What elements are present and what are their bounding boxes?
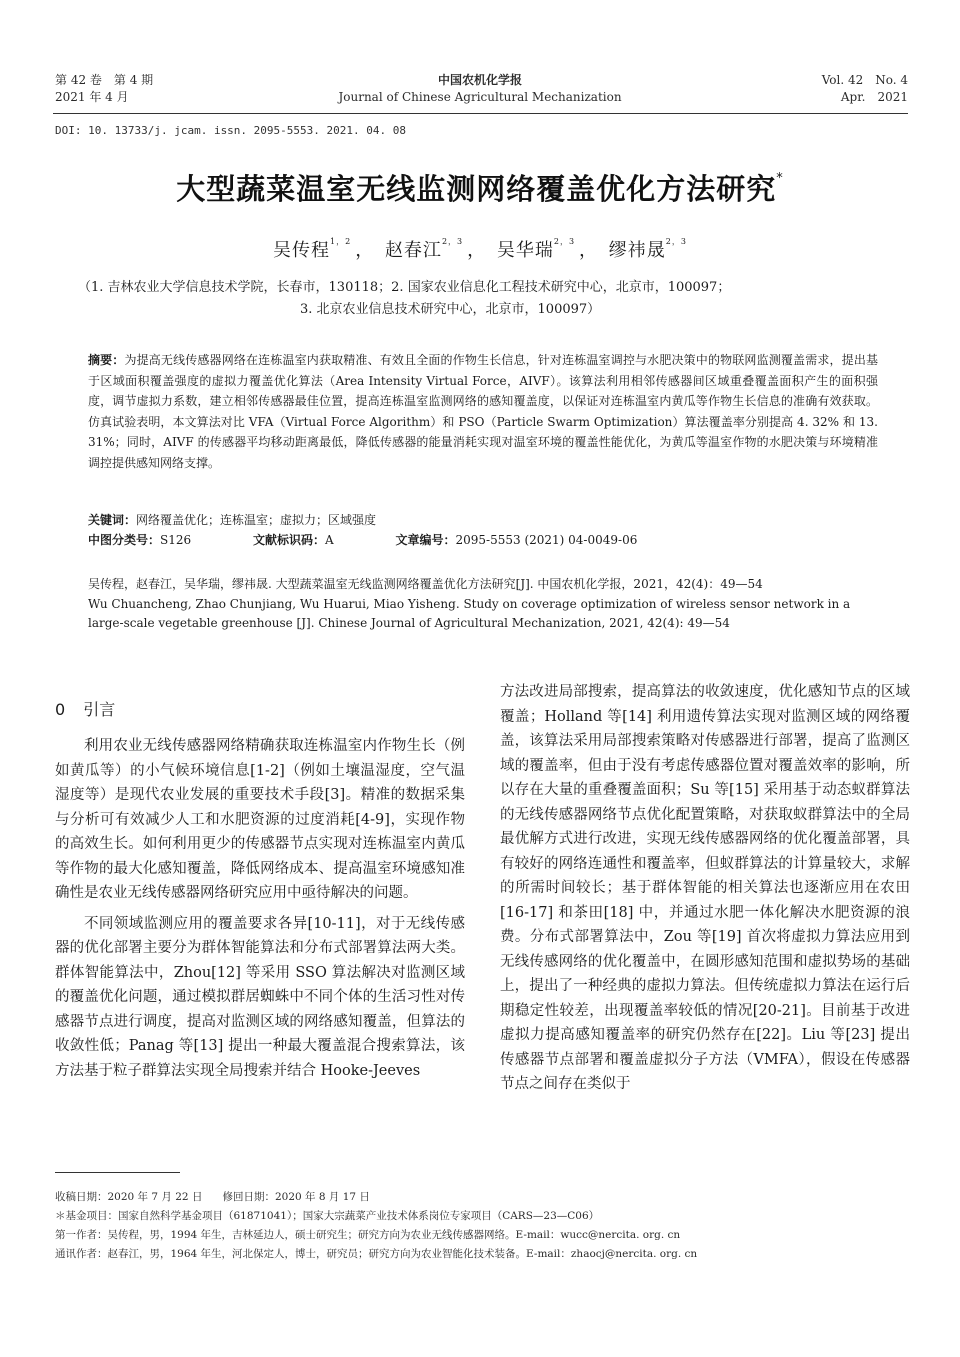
author-affiliation-mark: 1，2	[330, 237, 352, 246]
corresponding-author-note: 通讯作者：赵春江，男，1964 年生，河北保定人，博士，研究员；研究方向为农业智能化技术装备。E-mail：zhaocj@nercita. org. cn	[55, 1248, 698, 1260]
body-paragraph: 方法改进局部搜索，提高算法的收敛速度，优化感知节点的区域覆盖；Holland 等[14] 利用遗传算法实现对监测区域的网络覆盖，该算法采用局部搜索策略对传感器进行部署，提高了监测区域的覆盖率，但由于没有考虑传感器位置对覆盖效率的影响，所以存在大量的重叠覆盖面积；Su 等[15] 采用基于动态蚁群算法的无线传感器网络节点优化配置策略，对获取蚁群算法中的全局最优解方式进行改进，实现无线传感器网络的优化覆盖部署，具有较好的网络连通性和覆盖率，但蚁群算法的计算量较大，求解的所需时间较长；基于群体智能的相关算法也逐渐应用在农田[16-17] 和茶田[18] 中，并通过水肥一体化解决水肥资源的浪费。分布式部署算法中，Zou 等[19] 首次将虚拟力算法应用到无线传感网络的优化覆盖中，在圆形感知范围和虚拟势场的基础上，提出了一种经典的虚拟力算法。但传统虚拟力算法在运行后期稳定性较差，出现覆盖率较低的情况[20-21]。目前基于改进虚拟力提高感知覆盖率的研究仍然存在[22]。Liu 等[23] 提出传感器节点部署和覆盖虚拟分子方法（VMFA），假设在传感器节点之间存在类似于	[500, 684, 910, 1092]
body-paragraph: 利用农业无线传感器网络精确获取连栋温室内作物生长（例如黄瓜等）的小气候环境信息[1-2]（例如土壤温湿度，空气温湿度等）是现代农业发展的重要技术手段[3]。精准的数据采集与分析可有效减少人工和水肥资源的过度消耗[4-9]，实现作物的高效生长。如何利用更少的传感器节点实现对连栋温室内黄瓜等作物的最大化感知覆盖，降低网络成本、提高温室环境感知准确性是农业无线传感器网络研究应用中亟待解决的问题。	[55, 738, 465, 901]
section-number: 0	[55, 700, 66, 719]
doi: DOI: 10. 13733/j. jcam. issn. 2095-5553. 2021. 04. 08	[55, 124, 406, 137]
volume-issue: 第 42 卷 第 4 期	[55, 73, 154, 87]
running-header-right	[810, 72, 908, 106]
body-column-right	[500, 680, 910, 1097]
body-column-left	[55, 734, 465, 1083]
volume-en: Vol. 42	[821, 73, 864, 87]
body-paragraph: 不同领域监测应用的覆盖要求各异[10-11]，对于无线传感器的优化部署主要分为群体智能算法和分布式部署算法两大类。群体智能算法中，Zhou[12] 等采用 SSO 算法解决对监测区域的覆盖优化问题，通过模拟群居蜘蛛中不同个体的生活习性对传感器节点进行调度，提高对监测区域的网络感知覆盖，但算法的收敛性低；Panag 等[13] 提出一种最大覆盖混合搜索算法，该方法基于粒子群算法实现全局搜索并结合 Hooke-Jeeves	[55, 915, 465, 1079]
keywords-label: 关键词：	[88, 513, 137, 527]
doc-code-value: A	[324, 533, 334, 547]
fund-note: ＊基金项目：国家自然科学基金项目（61871041）；国家大宗蔬菜产业技术体系岗位专家项目（CARS—23—C06）	[55, 1210, 600, 1222]
title-footnote-mark: *	[776, 171, 784, 186]
paper-title	[0, 167, 960, 208]
section-heading	[55, 697, 115, 720]
paper-title-text: 大型蔬菜温室无线监测网络覆盖优化方法研究	[176, 172, 777, 206]
author: 缪祎晟	[608, 240, 666, 261]
issue-date: 2021 年 4 月	[55, 90, 129, 104]
keywords	[88, 510, 878, 530]
number-en: No. 4	[875, 73, 908, 87]
author-separator: ，	[355, 240, 375, 261]
journal-name-en: Journal of Chinese Agricultural Mechanization	[338, 90, 622, 104]
article-no-value: 2095-5553 (2021) 04-0049-06	[455, 533, 638, 547]
header-rule	[53, 113, 908, 114]
abstract-label: 摘要：	[88, 353, 125, 367]
author-affiliation-mark: 2，3	[441, 237, 464, 246]
journal-name-cn: 中国农机化学报	[437, 73, 522, 87]
author: 赵春江	[384, 240, 442, 261]
section-title: 引言	[83, 700, 116, 719]
year-en: 2021	[877, 90, 908, 104]
month-en: Apr.	[840, 90, 866, 104]
clc-label: 中图分类号：	[88, 533, 161, 547]
citation-block	[88, 575, 888, 634]
affiliations	[78, 277, 898, 321]
footnotes	[55, 1188, 915, 1264]
received-date: 收稿日期：2020 年 7 月 22 日	[55, 1191, 203, 1203]
author: 吴传程	[273, 240, 331, 261]
revised-date: 修回日期：2020 年 8 月 17 日	[222, 1191, 370, 1203]
clc-value: S126	[160, 533, 192, 547]
classification-line	[88, 530, 878, 550]
article-no-label: 文章编号：	[395, 533, 456, 547]
author-separator: ，	[467, 240, 487, 261]
doc-code-label: 文献标识码：	[252, 533, 325, 547]
citation-cn: 吴传程，赵春江，吴华瑞，缪祎晟. 大型蔬菜温室无线监测网络覆盖优化方法研究[J]. 中国农机化学报，2021，42(4)：49—54	[88, 577, 763, 591]
keywords-text: 网络覆盖优化；连栋温室；虚拟力；区域强度	[136, 513, 377, 527]
footnote-rule	[55, 1172, 180, 1173]
author: 吴华瑞	[496, 240, 554, 261]
author-list	[0, 236, 960, 262]
affiliation-line: （1. 吉林农业大学信息技术学院，长春市，130118；2. 国家农业信息化工程技术研究中心，北京市，100097；	[78, 280, 731, 295]
abstract-text: 为提高无线传感器网络在连栋温室内获取精准、有效且全面的作物生长信息，针对连栋温室调控与水肥决策中的物联网监测覆盖需求，提出基于区域面积覆盖强度的虚拟力覆盖优化算法（Area Intensity Virtual Force，AIVF）。该算法利用相邻传感器间区域重叠覆盖面积产生的面积强度，调节虚拟力系数，建立相邻传感器最佳位置，提高连栋温室监测网络的感知覆盖度，以保证对连栋温室内黄瓜等作物生长信息的准确有效获取。仿真试验表明，本文算法对比 VFA（Virtual Force Algorithm）和 PSO（Particle Swarm Optimization）算法覆盖率分别提高 4. 32% 和 13. 31%；同时，AIVF 的传感器平均移动距离最低，降低传感器的能量消耗实现对温室环境的覆盖性能优化，为黄瓜等温室作物的水肥决策与环境精准调控提供感知网络支撑。	[88, 353, 878, 470]
author-separator: ，	[579, 240, 599, 261]
citation-en: Wu Chuancheng, Zhao Chunjiang, Wu Huarui, Miao Yisheng. Study on coverage optimization of wireless sensor network in a large-scale vegetable greenhouse [J]. Chinese Journal of Agricultural Mechanization, 2021, 42(4): 49—54	[88, 596, 851, 630]
author-affiliation-mark: 2，3	[665, 237, 687, 246]
abstract	[88, 350, 878, 473]
affiliation-line: 3. 北京农业信息技术研究中心，北京市，100097）	[300, 302, 601, 317]
first-author-note: 第一作者：吴传程，男，1994 年生，吉林延边人，硕士研究生；研究方向为农业无线传感器网络。E-mail：wucc@nercita. org. cn	[55, 1229, 681, 1241]
author-affiliation-mark: 2，3	[553, 237, 576, 246]
